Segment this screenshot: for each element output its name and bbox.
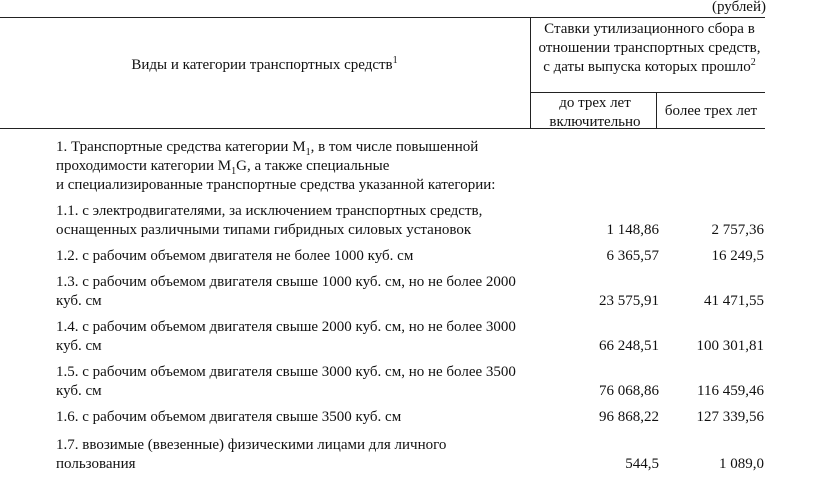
units-note: (рублей) — [711, 0, 766, 15]
row-label: 1.5. с рабочим объемом двигателя свыше 3000 куб. см, но не более 3500 куб. см — [56, 364, 516, 399]
row-value-up-to-three: 544,5 — [625, 456, 659, 472]
header-vehicle-types: Виды и категории транспортных средств$^1$ — [131, 55, 398, 73]
header-column-divider — [530, 17, 531, 128]
row-value-up-to-three: 76 068,86 — [599, 383, 659, 399]
row-value-up-to-three: 23 575,91 — [599, 293, 659, 309]
row-value-up-to-three: 6 365,57 — [606, 248, 659, 264]
row-value-over-three: 116 459,46 — [697, 383, 764, 399]
row-value-up-to-three: 96 868,22 — [599, 409, 659, 425]
row-value-over-three: 100 301,81 — [696, 338, 764, 354]
row-value-over-three: 1 089,0 — [719, 456, 764, 472]
row-label: 1.4. с рабочим объемом двигателя свыше 2000 куб. см, но не более 3000 куб. см — [56, 319, 516, 354]
row-value-over-three: 2 757,36 — [711, 222, 764, 238]
header-col-over-three-years: более трех лет — [664, 103, 758, 119]
row-value-up-to-three: 66 248,51 — [599, 338, 659, 354]
row-label: 1.3. с рабочим объемом двигателя свыше 1000 куб. см, но не более 2000 куб. см — [56, 274, 516, 309]
row-label: 1.6. с рабочим объемом двигателя свыше 3500 куб. см — [56, 409, 402, 425]
header-rates: Ставки утилизационного сбора в отношении транспортных средств, с даты выпуска которых прошло$^2$ — [538, 21, 761, 75]
header-subheader-rule — [530, 92, 765, 93]
section-heading: 1. Транспортные средства категории $M_1$, в том числе повышенной проходимости категории $M_1G$, а также специальные и специализированные транспортные средства указанной категории: — [56, 139, 496, 193]
header-top-rule — [0, 17, 765, 18]
row-value-over-three: 41 471,55 — [704, 293, 764, 309]
row-value-up-to-three: 1 148,86 — [606, 222, 659, 238]
row-label: 1.1. с электродвигателями, за исключением транспортных средств, оснащенных различными типами гибридных силовых установок — [56, 203, 483, 238]
row-value-over-three: 127 339,56 — [696, 409, 764, 425]
row-value-over-three: 16 249,5 — [711, 248, 764, 264]
header-col-up-to-three-years: до трех лет включительно — [549, 95, 641, 130]
row-label: 1.2. с рабочим объемом двигателя не более 1000 куб. см — [56, 248, 414, 264]
row-label: 1.7. ввозимые (ввезенные) физическими лицами для личного пользования — [56, 437, 447, 472]
